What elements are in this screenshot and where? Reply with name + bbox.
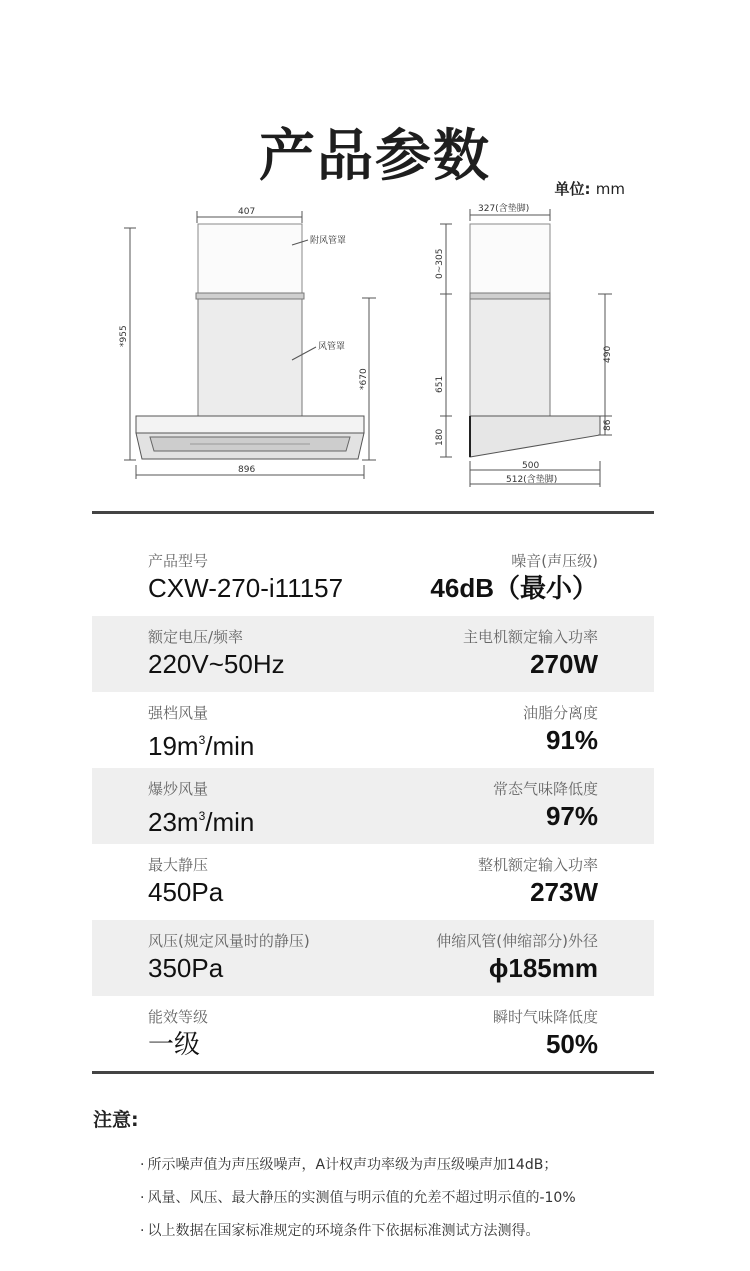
spec-label: 产品型号 bbox=[148, 552, 209, 570]
side-height-651: 651 bbox=[435, 375, 445, 393]
spec-row bbox=[92, 920, 654, 996]
spec-row bbox=[92, 768, 654, 844]
dimension-diagram bbox=[0, 195, 750, 505]
side-height-86: 86 bbox=[603, 419, 613, 431]
spec-value: 450Pa bbox=[148, 877, 224, 907]
spec-right bbox=[493, 1006, 598, 1072]
spec-value: 97% bbox=[545, 801, 598, 831]
spec-left bbox=[148, 1006, 208, 1072]
spec-value: 220V~50Hz bbox=[148, 649, 285, 679]
spec-value: $23m^3/\min$ bbox=[148, 807, 255, 837]
spec-left bbox=[148, 854, 223, 920]
spec-left bbox=[148, 778, 254, 844]
spec-label: 风压(规定风量时的静压) bbox=[148, 932, 310, 950]
spec-label: 主电机额定输入功率 bbox=[462, 628, 598, 646]
spec-row bbox=[92, 844, 654, 920]
spec-table bbox=[92, 540, 654, 1072]
spec-label: 整机额定输入功率 bbox=[477, 856, 598, 874]
spec-row bbox=[92, 616, 654, 692]
spec-value: 46dB（最小） bbox=[430, 573, 598, 603]
front-top-width: 407 bbox=[238, 207, 256, 217]
spec-right bbox=[430, 550, 598, 616]
spec-value: 50% bbox=[545, 1029, 598, 1059]
front-total-height: *955 bbox=[119, 325, 129, 347]
note-item: · 风量、风压、最大静压的实测值与明示值的允差不超过明示值的-10% bbox=[140, 1188, 576, 1208]
spec-label: 强档风量 bbox=[148, 704, 209, 722]
spec-value: 350Pa bbox=[148, 953, 224, 983]
spec-value: CXW-270-i11157 bbox=[148, 573, 344, 603]
spec-label: 能效等级 bbox=[148, 1008, 209, 1026]
side-top-width: 327(含垫脚) bbox=[478, 204, 530, 214]
front-extra-duct-label: 附风管罩 bbox=[310, 236, 347, 246]
spec-row bbox=[92, 996, 654, 1072]
table-top-rule bbox=[92, 511, 654, 514]
spec-value: 270W bbox=[530, 649, 598, 679]
spec-value: ϕ185mm bbox=[488, 953, 598, 983]
front-bottom-width: 896 bbox=[238, 465, 256, 475]
spec-right bbox=[523, 702, 598, 768]
spec-label: 瞬时气味降低度 bbox=[492, 1008, 598, 1026]
note-item: · 以上数据在国家标准规定的环境条件下依据标准测试方法测得。 bbox=[140, 1221, 539, 1241]
spec-right bbox=[436, 930, 598, 996]
table-bottom-rule bbox=[92, 1071, 654, 1074]
spec-left bbox=[148, 930, 310, 996]
unit-value: mm bbox=[595, 180, 625, 198]
spec-value: 一级 bbox=[148, 1029, 201, 1059]
spec-label: 油脂分离度 bbox=[522, 704, 598, 722]
spec-row bbox=[92, 540, 654, 616]
spec-right bbox=[478, 854, 598, 920]
spec-left bbox=[148, 702, 254, 768]
spec-label: 常态气味降低度 bbox=[492, 780, 598, 798]
spec-label: 额定电压/频率 bbox=[148, 628, 244, 646]
side-depth-512: 512(含垫脚) bbox=[506, 475, 558, 485]
side-view bbox=[440, 209, 612, 487]
spec-left bbox=[148, 626, 285, 692]
spec-value: 273W bbox=[530, 877, 598, 907]
spec-label: 伸缩风管(伸缩部分)外径 bbox=[436, 932, 598, 950]
spec-value: 91% bbox=[545, 725, 598, 755]
note-item: · 所示噪声值为声压级噪声，A计权声功率级为声压级噪声加14dB； bbox=[140, 1155, 557, 1175]
spec-value: $19m^3/\min$ bbox=[148, 731, 255, 761]
notes-title: 注意: bbox=[93, 1109, 139, 1131]
spec-row bbox=[92, 692, 654, 768]
side-depth-500: 500 bbox=[522, 461, 540, 471]
side-adjust-range: 0~305 bbox=[435, 248, 445, 279]
spec-label: 爆炒风量 bbox=[148, 780, 209, 798]
front-duct-label: 风管罩 bbox=[318, 342, 346, 352]
page-title: 产品参数 bbox=[259, 124, 491, 189]
spec-right bbox=[493, 778, 598, 844]
front-duct-height: *670 bbox=[359, 368, 369, 390]
spec-label: 噪音(声压级) bbox=[511, 552, 598, 570]
side-height-490: 490 bbox=[603, 345, 613, 363]
spec-left bbox=[148, 550, 343, 616]
unit-label-text: 单位: bbox=[554, 180, 591, 198]
spec-label: 最大静压 bbox=[148, 856, 209, 874]
side-height-180: 180 bbox=[435, 428, 445, 446]
spec-right bbox=[463, 626, 598, 692]
